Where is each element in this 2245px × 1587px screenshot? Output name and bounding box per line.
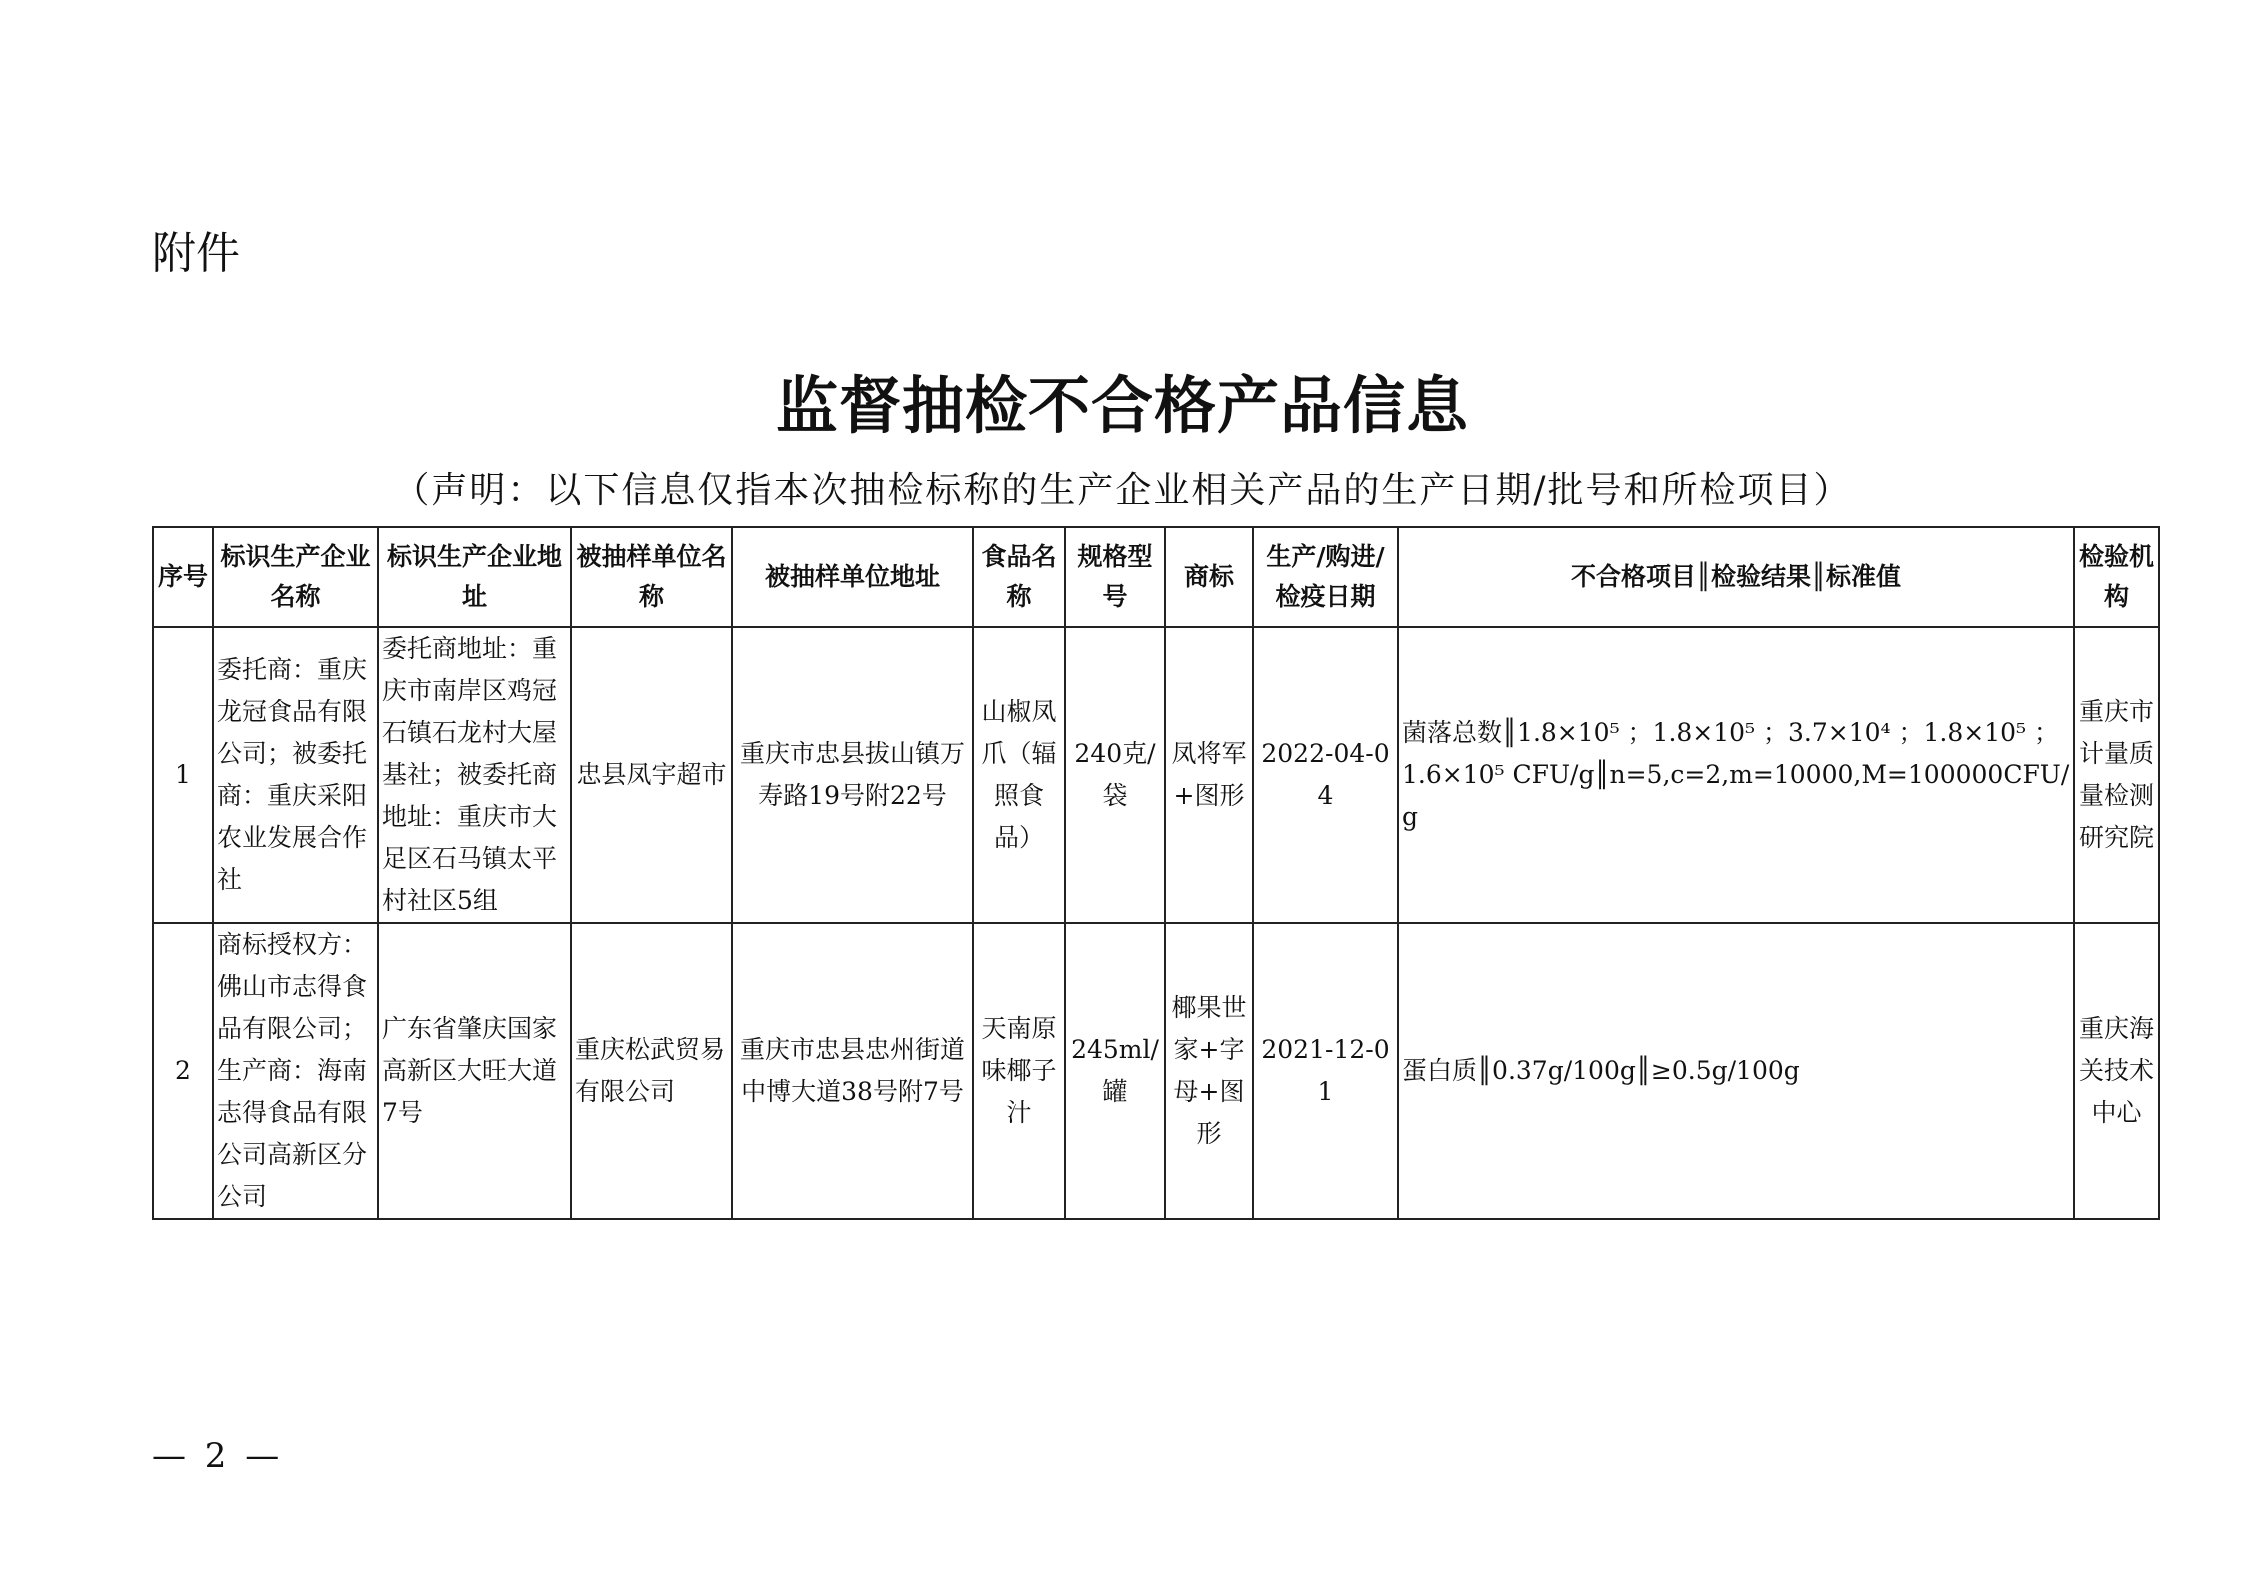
- header-sampled-unit: 被抽样单位名称: [571, 527, 732, 627]
- cell-seq: 1: [153, 627, 213, 923]
- cell-failed-item: 蛋白质║0.37g/100g║≥0.5g/100g: [1398, 923, 2074, 1219]
- cell-seq: 2: [153, 923, 213, 1219]
- cell-sampled-address: 重庆市忠县拔山镇万寿路19号附22号: [732, 627, 973, 923]
- cell-sampled-unit: 忠县凤宇超市: [571, 627, 732, 923]
- cell-spec: 240克/袋: [1065, 627, 1165, 923]
- cell-spec: 245ml/罐: [1065, 923, 1165, 1219]
- header-failed-item: 不合格项目║检验结果║标准值: [1398, 527, 2074, 627]
- cell-brand: 椰果世家+字母+图形: [1165, 923, 1253, 1219]
- cell-brand: 凤将军+图形: [1165, 627, 1253, 923]
- page-number: — 2 —: [152, 1436, 284, 1476]
- header-food-name: 食品名称: [973, 527, 1065, 627]
- table-row: [153, 627, 2159, 923]
- cell-producer-name: 委托商：重庆龙冠食品有限公司；被委托商：重庆采阳农业发展合作社: [213, 627, 378, 923]
- table-header-row: [153, 527, 2159, 627]
- cell-food-name: 天南原味椰子汁: [973, 923, 1065, 1219]
- header-seq: 序号: [153, 527, 213, 627]
- cell-sampled-unit: 重庆松武贸易有限公司: [571, 923, 732, 1219]
- header-producer-address: 标识生产企业地址: [378, 527, 571, 627]
- header-producer-name: 标识生产企业名称: [213, 527, 378, 627]
- header-sampled-address: 被抽样单位地址: [732, 527, 973, 627]
- cell-failed-item: 菌落总数║1.8×10⁵ ；1.8×10⁵ ；3.7×10⁴ ；1.8×10⁵ ；1.6×10⁵ CFU/g║n=5,c=2,m=10000,M=100000CFU/g: [1398, 627, 2074, 923]
- attachment-label: 附件: [152, 228, 240, 279]
- cell-agency: 重庆海关技术中心: [2074, 923, 2159, 1219]
- header-agency: 检验机构: [2074, 527, 2159, 627]
- cell-producer-address: 广东省肇庆国家高新区大旺大道7号: [378, 923, 571, 1219]
- cell-producer-name: 商标授权方：佛山市志得食品有限公司；生产商：海南志得食品有限公司高新区分公司: [213, 923, 378, 1219]
- cell-date: 2021-12-01: [1253, 923, 1398, 1219]
- cell-producer-address: 委托商地址：重庆市南岸区鸡冠石镇石龙村大屋基社；被委托商地址：重庆市大足区石马镇太平村社区5组: [378, 627, 571, 923]
- document-note: （声明：以下信息仅指本次抽检标称的生产企业相关产品的生产日期/批号和所检项目）: [393, 470, 1852, 511]
- document-title: 监督抽检不合格产品信息: [775, 369, 1469, 442]
- table-row: [153, 923, 2159, 1219]
- header-date: 生产/购进/检疫日期: [1253, 527, 1398, 627]
- header-spec: 规格型号: [1065, 527, 1165, 627]
- results-table: [152, 526, 2160, 1220]
- header-brand: 商标: [1165, 527, 1253, 627]
- cell-date: 2022-04-04: [1253, 627, 1398, 923]
- cell-sampled-address: 重庆市忠县忠州街道中博大道38号附7号: [732, 923, 973, 1219]
- cell-agency: 重庆市计量质量检测研究院: [2074, 627, 2159, 923]
- cell-food-name: 山椒凤爪（辐照食品）: [973, 627, 1065, 923]
